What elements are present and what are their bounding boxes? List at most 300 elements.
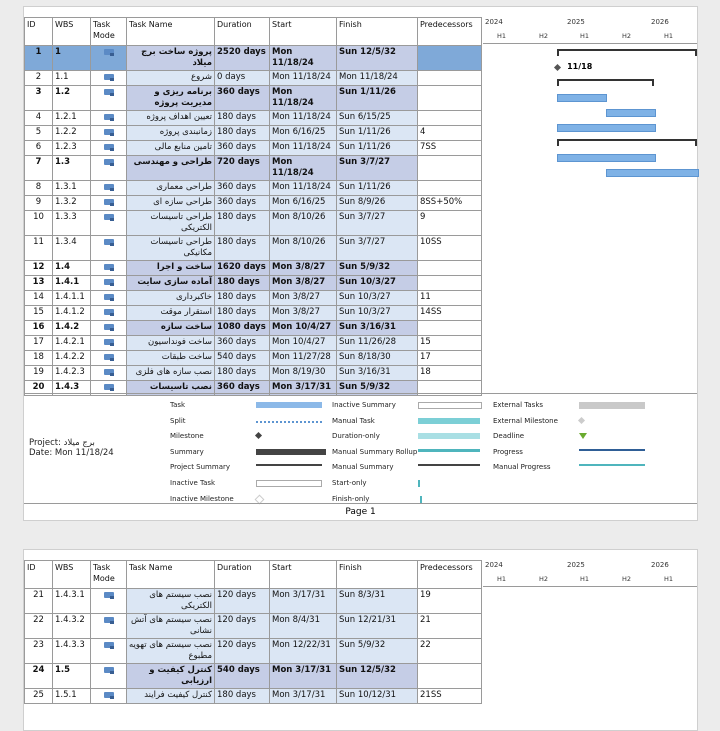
cell-duration[interactable]: 180 days (215, 111, 270, 126)
legend-label: Deadline (493, 432, 525, 441)
col-duration[interactable]: Duration (215, 561, 270, 589)
cell-mode[interactable] (91, 351, 127, 366)
cell-mode[interactable] (91, 211, 127, 236)
cell-mode[interactable] (91, 111, 127, 126)
task-bar[interactable] (557, 154, 655, 162)
cell-start[interactable]: Mon 3/8/27 (270, 276, 337, 291)
col-wbs[interactable]: WBS (53, 561, 91, 589)
cell-id[interactable]: 23 (25, 639, 53, 664)
auto-schedule-icon (104, 74, 114, 80)
task-bar[interactable] (557, 94, 607, 102)
cell-id[interactable]: 6 (25, 141, 53, 156)
cell-wbs[interactable]: 1.2.3 (53, 141, 91, 156)
legend-swatch (579, 402, 645, 409)
summary-bar[interactable] (557, 79, 653, 81)
cell-finish[interactable]: Sun 3/16/31 (337, 366, 418, 381)
cell-wbs[interactable]: 1.4.3.1 (53, 589, 91, 614)
cell-duration[interactable]: 0 days (215, 71, 270, 86)
cell-id[interactable]: 18 (25, 351, 53, 366)
cell-mode[interactable] (91, 639, 127, 664)
col-wbs[interactable]: WBS (53, 18, 91, 46)
cell-start[interactable]: Mon 11/18/24 (270, 111, 337, 126)
cell-wbs[interactable]: 1.4.3.3 (53, 639, 91, 664)
cell-id[interactable]: 5 (25, 126, 53, 141)
cell-finish[interactable]: Sun 1/11/26 (337, 126, 418, 141)
year-label: 2026 (651, 18, 669, 26)
task-bar[interactable] (606, 109, 656, 117)
legend-swatch (256, 480, 322, 487)
year-label: 2025 (567, 561, 585, 569)
auto-schedule-icon (104, 279, 114, 285)
cell-pred[interactable]: 17 (418, 351, 482, 366)
cell-duration[interactable]: 180 days (215, 211, 270, 236)
timescale (483, 17, 697, 44)
cell-wbs[interactable]: 1.2 (53, 86, 91, 111)
task-row[interactable] (25, 276, 482, 291)
cell-duration[interactable]: 360 days (215, 196, 270, 211)
cell-mode[interactable] (91, 126, 127, 141)
cell-name[interactable]: برنامه ریزی و مدیریت پروژه (127, 86, 215, 111)
half-label: H1 (580, 32, 590, 40)
cell-start[interactable]: Mon 3/17/31 (270, 589, 337, 614)
cell-wbs[interactable]: 1.4.3 (53, 381, 91, 396)
cell-name[interactable]: خاکبرداری (127, 291, 215, 306)
cell-pred[interactable]: 18 (418, 366, 482, 381)
task-row[interactable] (25, 71, 482, 86)
cell-id[interactable]: 8 (25, 181, 53, 196)
cell-mode[interactable] (91, 614, 127, 639)
legend-swatch (256, 421, 322, 423)
cell-id[interactable]: 15 (25, 306, 53, 321)
cell-finish[interactable]: Sun 3/7/27 (337, 156, 418, 181)
cell-start[interactable]: Mon 3/8/27 (270, 306, 337, 321)
cell-duration[interactable]: 540 days (215, 664, 270, 689)
task-row[interactable] (25, 46, 482, 71)
cell-finish[interactable]: Sun 10/12/31 (337, 689, 418, 704)
cell-name[interactable]: تامین منابع مالی (127, 141, 215, 156)
cell-pred[interactable]: 15 (418, 336, 482, 351)
cell-mode[interactable] (91, 196, 127, 211)
cell-id[interactable]: 20 (25, 381, 53, 396)
cell-name[interactable]: کنترل کیفیت و ارزیابی (127, 664, 215, 689)
page-1 (23, 6, 698, 521)
cell-finish[interactable]: Sun 10/3/27 (337, 276, 418, 291)
cell-pred[interactable]: 21SS (418, 689, 482, 704)
project-name: برج میلاد (63, 438, 95, 448)
task-table-page-2 (24, 560, 482, 704)
cell-finish[interactable]: Sun 5/9/32 (337, 639, 418, 664)
cell-pred[interactable] (418, 156, 482, 181)
cell-name[interactable]: طراحی معماری (127, 181, 215, 196)
task-row[interactable] (25, 306, 482, 321)
date-label: Date: (29, 448, 53, 458)
cell-start[interactable]: Mon 8/10/26 (270, 236, 337, 261)
task-table-page-1 (24, 17, 482, 396)
cell-mode[interactable] (91, 236, 127, 261)
legend-label: Finish-only (332, 494, 370, 503)
legend-label: Split (170, 416, 186, 425)
task-row[interactable] (25, 639, 482, 664)
col-name[interactable]: Task Name (127, 18, 215, 46)
legend-label: Inactive Summary (332, 401, 396, 409)
legend-swatch (418, 464, 480, 466)
cell-id[interactable]: 24 (25, 664, 53, 689)
cell-pred[interactable]: 8SS+50% (418, 196, 482, 211)
legend-swatch (578, 417, 585, 424)
cell-name[interactable]: ساخت سازه (127, 321, 215, 336)
auto-schedule-icon (104, 369, 114, 375)
task-row[interactable] (25, 86, 482, 111)
legend-label: Inactive Milestone (170, 494, 234, 503)
cell-mode[interactable] (91, 306, 127, 321)
legend-label: External Tasks (493, 401, 544, 409)
cell-name[interactable]: ساخت فونداسیون (127, 336, 215, 351)
cell-name[interactable]: نصب سیستم های الکتریکی (127, 589, 215, 614)
task-bar[interactable] (557, 124, 655, 132)
legend-label: Inactive Task (170, 479, 216, 487)
cell-start[interactable]: Mon 11/18/24 (270, 141, 337, 156)
cell-name[interactable]: طراحی و مهندسی (127, 156, 215, 181)
cell-pred[interactable] (418, 181, 482, 196)
cell-finish[interactable]: Sun 10/3/27 (337, 291, 418, 306)
cell-finish[interactable]: Sun 3/7/27 (337, 236, 418, 261)
cell-wbs[interactable]: 1.4 (53, 261, 91, 276)
cell-wbs[interactable]: 1.1 (53, 71, 91, 86)
cell-start[interactable]: Mon 11/18/24 (270, 181, 337, 196)
half-label: H1 (664, 32, 674, 40)
legend-label: Task (170, 401, 186, 409)
auto-schedule-icon (104, 309, 114, 315)
cell-finish[interactable]: Sun 5/9/32 (337, 381, 418, 396)
cell-wbs[interactable]: 1.3.4 (53, 236, 91, 261)
timescale (483, 560, 697, 587)
cell-finish[interactable]: Sun 11/26/28 (337, 336, 418, 351)
cell-pred[interactable]: 11 (418, 291, 482, 306)
cell-finish[interactable]: Sun 8/3/31 (337, 589, 418, 614)
cell-name[interactable]: نصب سازه های فلزی (127, 366, 215, 381)
col-start[interactable]: Start (270, 18, 337, 46)
cell-wbs[interactable]: 1.3.1 (53, 181, 91, 196)
cell-finish[interactable]: Sun 12/5/32 (337, 664, 418, 689)
cell-mode[interactable] (91, 86, 127, 111)
auto-schedule-icon (104, 89, 114, 95)
col-pred[interactable]: Predecessors (418, 18, 482, 46)
legend-label: Progress (493, 447, 523, 456)
cell-name[interactable]: تعیین اهداف پروژه (127, 111, 215, 126)
cell-start[interactable]: Mon 8/4/31 (270, 614, 337, 639)
cell-wbs[interactable]: 1.4.1 (53, 276, 91, 291)
legend-swatch (418, 418, 480, 424)
cell-finish[interactable]: Sun 1/11/26 (337, 86, 418, 111)
cell-start[interactable]: Mon 11/18/24 (270, 86, 337, 111)
cell-mode[interactable] (91, 261, 127, 276)
cell-duration[interactable]: 2520 days (215, 46, 270, 71)
cell-finish[interactable]: Sun 8/9/26 (337, 196, 418, 211)
cell-duration[interactable]: 1080 days (215, 321, 270, 336)
cell-start[interactable]: Mon 3/17/31 (270, 689, 337, 704)
cell-pred[interactable] (418, 71, 482, 86)
cell-duration[interactable]: 360 days (215, 141, 270, 156)
col-duration[interactable]: Duration (215, 18, 270, 46)
cell-wbs[interactable]: 1 (53, 46, 91, 71)
auto-schedule-icon (104, 642, 114, 648)
task-row[interactable] (25, 261, 482, 276)
cell-duration[interactable]: 180 days (215, 276, 270, 291)
legend (24, 393, 697, 504)
legend-swatch (418, 496, 422, 503)
cell-id[interactable]: 7 (25, 156, 53, 181)
col-mode[interactable]: Task Mode (91, 561, 127, 589)
legend-swatch (255, 432, 262, 439)
cell-id[interactable]: 17 (25, 336, 53, 351)
legend-label: Milestone (170, 432, 204, 441)
cell-name[interactable]: پروژه ساخت برج میلاد (127, 46, 215, 71)
cell-id[interactable]: 14 (25, 291, 53, 306)
cell-wbs[interactable]: 1.3.3 (53, 211, 91, 236)
cell-duration[interactable]: 180 days (215, 126, 270, 141)
task-bar[interactable] (606, 169, 699, 177)
cell-name[interactable]: کنترل کیفیت فرایند (127, 689, 215, 704)
cell-name[interactable]: شروع (127, 71, 215, 86)
cell-finish[interactable]: Sun 12/21/31 (337, 614, 418, 639)
cell-start[interactable]: Mon 11/27/28 (270, 351, 337, 366)
auto-schedule-icon (104, 264, 114, 270)
cell-wbs[interactable]: 1.4.1.1 (53, 291, 91, 306)
cell-duration[interactable]: 360 days (215, 181, 270, 196)
cell-id[interactable]: 2 (25, 71, 53, 86)
task-row[interactable] (25, 111, 482, 126)
cell-duration[interactable]: 120 days (215, 639, 270, 664)
cell-duration[interactable]: 180 days (215, 291, 270, 306)
cell-mode[interactable] (91, 689, 127, 704)
cell-name[interactable]: نصب سیستم های تهویه مطبوع (127, 639, 215, 664)
cell-id[interactable]: 11 (25, 236, 53, 261)
cell-pred[interactable]: 9 (418, 211, 482, 236)
col-start[interactable]: Start (270, 561, 337, 589)
cell-start[interactable]: Mon 11/18/24 (270, 46, 337, 71)
cell-wbs[interactable]: 1.4.2.3 (53, 366, 91, 381)
cell-start[interactable]: Mon 6/16/25 (270, 126, 337, 141)
cell-wbs[interactable]: 1.4.2 (53, 321, 91, 336)
cell-start[interactable]: Mon 10/4/27 (270, 336, 337, 351)
cell-name[interactable]: نصب تاسیسات (127, 381, 215, 396)
legend-label: Duration-only (332, 432, 380, 441)
cell-pred[interactable]: 14SS (418, 306, 482, 321)
cell-finish[interactable]: Sun 6/15/25 (337, 111, 418, 126)
cell-mode[interactable] (91, 141, 127, 156)
auto-schedule-icon (104, 49, 114, 55)
cell-finish[interactable]: Sun 10/3/27 (337, 306, 418, 321)
cell-mode[interactable] (91, 664, 127, 689)
cell-finish[interactable]: Sun 8/18/30 (337, 351, 418, 366)
cell-wbs[interactable]: 1.4.3.2 (53, 614, 91, 639)
cell-finish[interactable]: Sun 3/7/27 (337, 211, 418, 236)
cell-name[interactable]: طراحی تاسیسات مکانیکی (127, 236, 215, 261)
cell-start[interactable]: Mon 10/4/27 (270, 321, 337, 336)
cell-pred[interactable]: 7SS (418, 141, 482, 156)
cell-wbs[interactable]: 1.5 (53, 664, 91, 689)
cell-start[interactable]: Mon 3/17/31 (270, 381, 337, 396)
page-2 (23, 549, 698, 731)
cell-wbs[interactable]: 1.3.2 (53, 196, 91, 211)
cell-id[interactable]: 9 (25, 196, 53, 211)
col-finish[interactable]: Finish (337, 18, 418, 46)
cell-mode[interactable] (91, 276, 127, 291)
legend-swatch (579, 433, 587, 439)
cell-name[interactable]: ساخت طبقات (127, 351, 215, 366)
task-row[interactable] (25, 181, 482, 196)
cell-id[interactable]: 13 (25, 276, 53, 291)
cell-start[interactable]: Mon 11/18/24 (270, 156, 337, 181)
milestone-marker[interactable] (554, 63, 561, 70)
cell-wbs[interactable]: 1.4.2.1 (53, 336, 91, 351)
cell-start[interactable]: Mon 3/17/31 (270, 664, 337, 689)
cell-id[interactable]: 3 (25, 86, 53, 111)
task-row[interactable] (25, 366, 482, 381)
col-finish[interactable]: Finish (337, 561, 418, 589)
cell-duration[interactable]: 360 days (215, 336, 270, 351)
cell-pred[interactable]: 10SS (418, 236, 482, 261)
cell-duration[interactable]: 180 days (215, 306, 270, 321)
cell-pred[interactable] (418, 111, 482, 126)
legend-swatch (418, 433, 480, 439)
cell-finish[interactable]: Sun 3/16/31 (337, 321, 418, 336)
task-row[interactable] (25, 589, 482, 614)
task-row[interactable] (25, 141, 482, 156)
cell-start[interactable]: Mon 8/19/30 (270, 366, 337, 381)
cell-id[interactable]: 10 (25, 211, 53, 236)
cell-pred[interactable] (418, 276, 482, 291)
cell-finish[interactable]: Sun 1/11/26 (337, 181, 418, 196)
cell-pred[interactable] (418, 261, 482, 276)
cell-id[interactable]: 25 (25, 689, 53, 704)
cell-duration[interactable]: 360 days (215, 86, 270, 111)
auto-schedule-icon (104, 339, 114, 345)
cell-start[interactable]: Mon 11/18/24 (270, 71, 337, 86)
task-row[interactable] (25, 211, 482, 236)
cell-wbs[interactable]: 1.2.1 (53, 111, 91, 126)
cell-pred[interactable] (418, 664, 482, 689)
cell-start[interactable]: Mon 3/8/27 (270, 261, 337, 276)
cell-name[interactable]: استقرار موقت (127, 306, 215, 321)
cell-name[interactable]: زمانبندی پروژه (127, 126, 215, 141)
page-footer: Page 1 (24, 503, 697, 520)
task-row[interactable] (25, 664, 482, 689)
cell-wbs[interactable]: 1.5.1 (53, 689, 91, 704)
cell-name[interactable]: طراحی سازه ای (127, 196, 215, 211)
cell-duration[interactable]: 360 days (215, 381, 270, 396)
cell-wbs[interactable]: 1.4.1.2 (53, 306, 91, 321)
auto-schedule-icon (104, 144, 114, 150)
cell-pred[interactable]: 22 (418, 639, 482, 664)
summary-bar[interactable] (557, 49, 697, 51)
legend-label: Project Summary (170, 463, 231, 472)
cell-mode[interactable] (91, 181, 127, 196)
col-pred[interactable]: Predecessors (418, 561, 482, 589)
cell-pred[interactable]: 19 (418, 589, 482, 614)
cell-mode[interactable] (91, 71, 127, 86)
cell-id[interactable]: 22 (25, 614, 53, 639)
task-row[interactable] (25, 351, 482, 366)
task-row[interactable] (25, 321, 482, 336)
task-row[interactable] (25, 689, 482, 704)
cell-id[interactable]: 12 (25, 261, 53, 276)
cell-mode[interactable] (91, 336, 127, 351)
legend-swatch (256, 449, 326, 455)
cell-start[interactable]: Mon 3/8/27 (270, 291, 337, 306)
cell-id[interactable]: 1 (25, 46, 53, 71)
cell-duration[interactable]: 120 days (215, 589, 270, 614)
cell-duration[interactable]: 540 days (215, 351, 270, 366)
cell-start[interactable]: Mon 6/16/25 (270, 196, 337, 211)
task-row[interactable] (25, 336, 482, 351)
cell-mode[interactable] (91, 589, 127, 614)
milestone-label: 11/18 (567, 61, 593, 71)
task-row[interactable] (25, 196, 482, 211)
cell-start[interactable]: Mon 12/22/31 (270, 639, 337, 664)
cell-pred[interactable] (418, 321, 482, 336)
cell-mode[interactable] (91, 321, 127, 336)
cell-start[interactable]: Mon 8/10/26 (270, 211, 337, 236)
col-id[interactable]: ID (25, 18, 53, 46)
col-id[interactable]: ID (25, 561, 53, 589)
cell-mode[interactable] (91, 156, 127, 181)
legend-label: Start-only (332, 479, 367, 487)
cell-finish[interactable]: Sun 1/11/26 (337, 141, 418, 156)
year-label: 2024 (485, 561, 503, 569)
cell-duration[interactable]: 180 days (215, 236, 270, 261)
cell-mode[interactable] (91, 366, 127, 381)
cell-name[interactable]: ساخت و اجرا (127, 261, 215, 276)
cell-wbs[interactable]: 1.4.2.2 (53, 351, 91, 366)
task-row[interactable] (25, 614, 482, 639)
cell-finish[interactable]: Sun 12/5/32 (337, 46, 418, 71)
cell-name[interactable]: نصب سیستم های آتش نشانی (127, 614, 215, 639)
cell-pred[interactable] (418, 86, 482, 111)
cell-duration[interactable]: 720 days (215, 156, 270, 181)
col-name[interactable]: Task Name (127, 561, 215, 589)
cell-id[interactable]: 21 (25, 589, 53, 614)
summary-bar[interactable] (557, 139, 697, 141)
cell-finish[interactable]: Mon 11/18/24 (337, 71, 418, 86)
legend-swatch (579, 464, 645, 466)
cell-wbs[interactable]: 1.3 (53, 156, 91, 181)
task-row[interactable] (25, 236, 482, 261)
cell-duration[interactable]: 180 days (215, 689, 270, 704)
cell-duration[interactable]: 180 days (215, 366, 270, 381)
cell-id[interactable]: 16 (25, 321, 53, 336)
task-row[interactable] (25, 156, 482, 181)
cell-name[interactable]: آماده سازی سایت (127, 276, 215, 291)
cell-duration[interactable]: 1620 days (215, 261, 270, 276)
cell-pred[interactable]: 21 (418, 614, 482, 639)
cell-id[interactable]: 19 (25, 366, 53, 381)
cell-id[interactable]: 4 (25, 111, 53, 126)
legend-label: Manual Summary Rollup (332, 447, 418, 456)
cell-mode[interactable] (91, 291, 127, 306)
task-row[interactable] (25, 291, 482, 306)
year-label: 2024 (485, 18, 503, 26)
cell-pred[interactable] (418, 46, 482, 71)
cell-duration[interactable]: 120 days (215, 614, 270, 639)
cell-finish[interactable]: Sun 5/9/32 (337, 261, 418, 276)
cell-name[interactable]: طراحی تاسیسات الکتریکی (127, 211, 215, 236)
cell-pred[interactable]: 4 (418, 126, 482, 141)
cell-mode[interactable] (91, 46, 127, 71)
task-row[interactable] (25, 126, 482, 141)
cell-wbs[interactable]: 1.2.2 (53, 126, 91, 141)
col-mode[interactable]: Task Mode (91, 18, 127, 46)
